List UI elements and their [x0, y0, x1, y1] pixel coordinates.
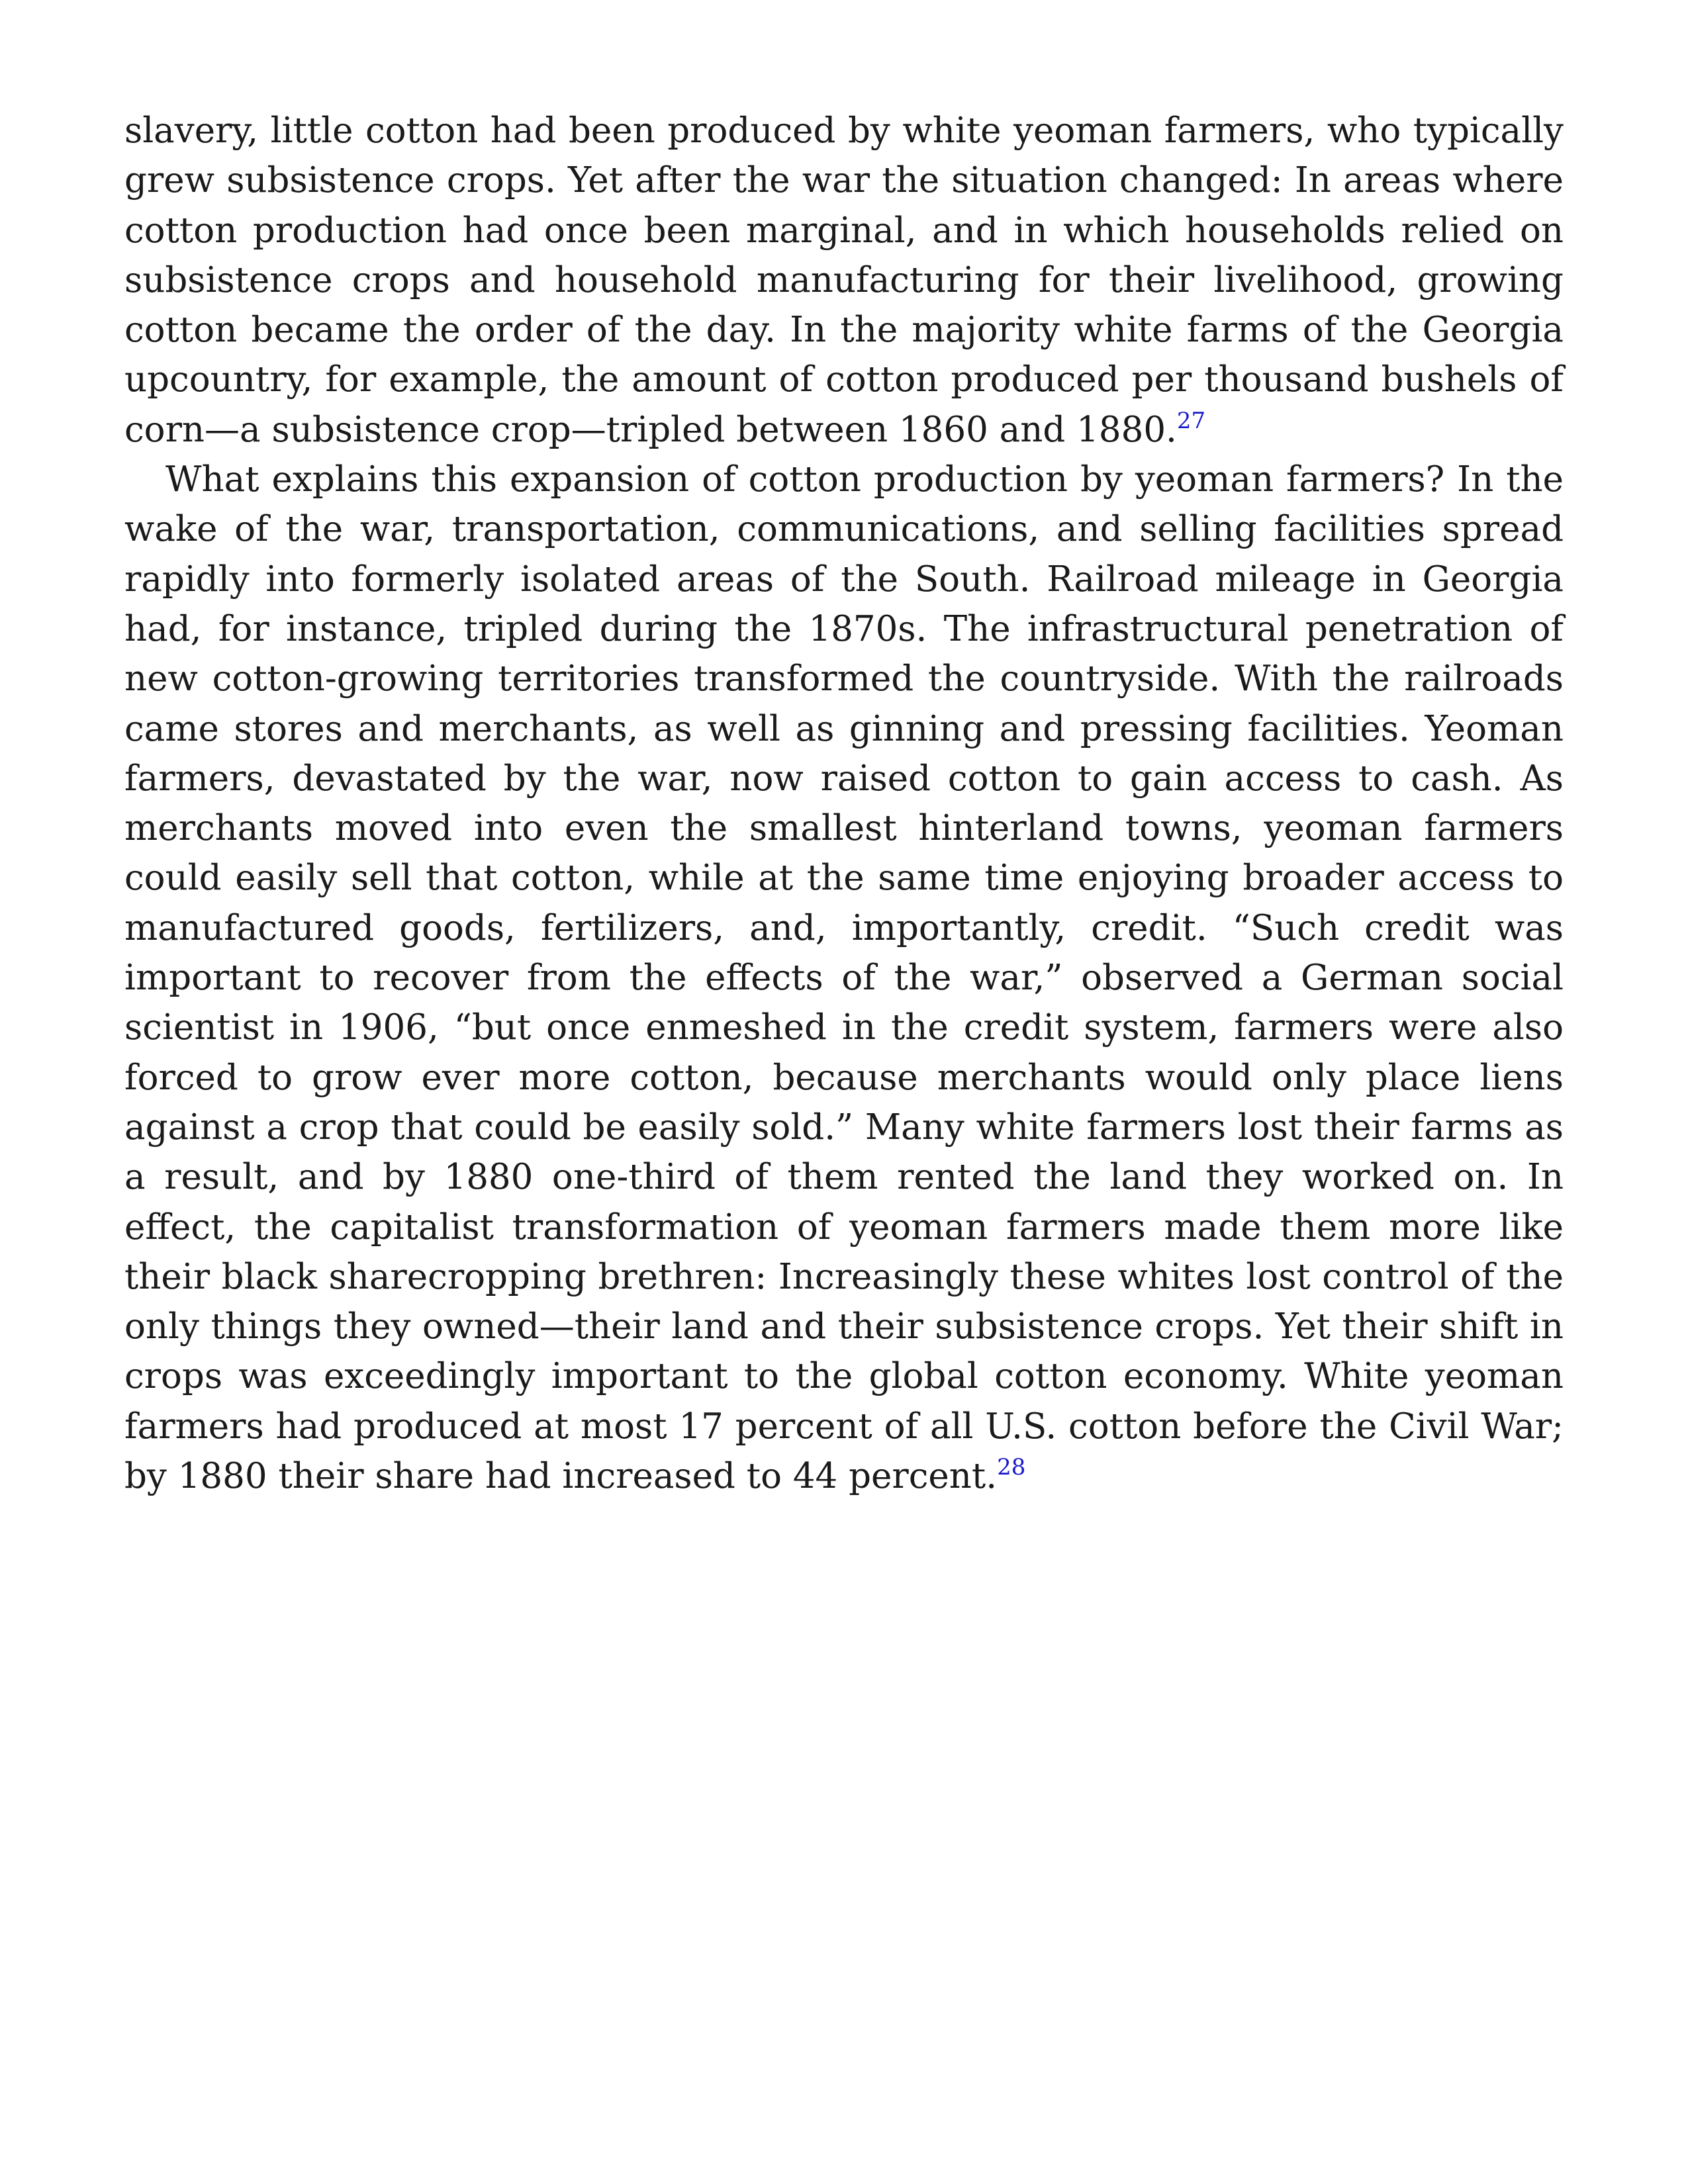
page-body: [124, 106, 1564, 1501]
footnote-link-28[interactable]: 28: [997, 1454, 1026, 1481]
paragraph-continuation: [124, 106, 1564, 455]
paragraph-text: slavery, little cotton had been produced by white yeoman farmers, who typically grew subsistence crops. Yet after the war the situation changed: In areas where cotton production had once been marginal, and in which households relied on subsistence crops and household manufacturing for their livelihood, growing cotton became the order of the day. In the majority white farms of the Georgia upcountry, for example, the amount of cotton produced per thousand bushels of corn—a subsistence crop—tripled between 1860 and 1880.: [124, 111, 1564, 450]
paragraph-text: What explains this expansion of cotton production by yeoman farmers? In the wake of the war, transportation, communications, and selling facilities spread rapidly into formerly isolated areas of the South. Railroad mileage in Georgia had, for instance, tripled during the 1870s. The infrastructural penetration of new cotton-growing territories transformed the countryside. With the railroads came stores and merchants, as well as ginning and pressing facilities. Yeoman farmers, devastated by the war, now raised cotton to gain access to cash. As merchants moved into even the smallest hinterland towns, yeoman farmers could easily sell that cotton, while at the same time enjoying broader access to manufactured goods, fertilizers, and, importantly, credit. “Such credit was important to recover from the effects of the war,” observed a German social scientist in 1906, “but once enmeshed in the credit system, farmers were also forced to grow ever more cotton, because merchants would only place liens against a crop that could be easily sold.” Many white farmers lost their farms as a result, and by 1880 one-third of them rented the land they worked on. In effect, the capitalist transformation of yeoman farmers made them more like their black sharecropping brethren: Increasingly these whites lost control of the only things they owned—their land and their subsistence crops. Yet their shift in crops was exceedingly important to the global cotton economy. White yeoman farmers had produced at most 17 percent of all U.S. cotton before the Civil War; by 1880 their share had increased to 44 percent.: [124, 459, 1564, 1497]
footnote-link-27[interactable]: 27: [1176, 407, 1206, 434]
paragraph-yeoman-expansion: [124, 455, 1564, 1501]
